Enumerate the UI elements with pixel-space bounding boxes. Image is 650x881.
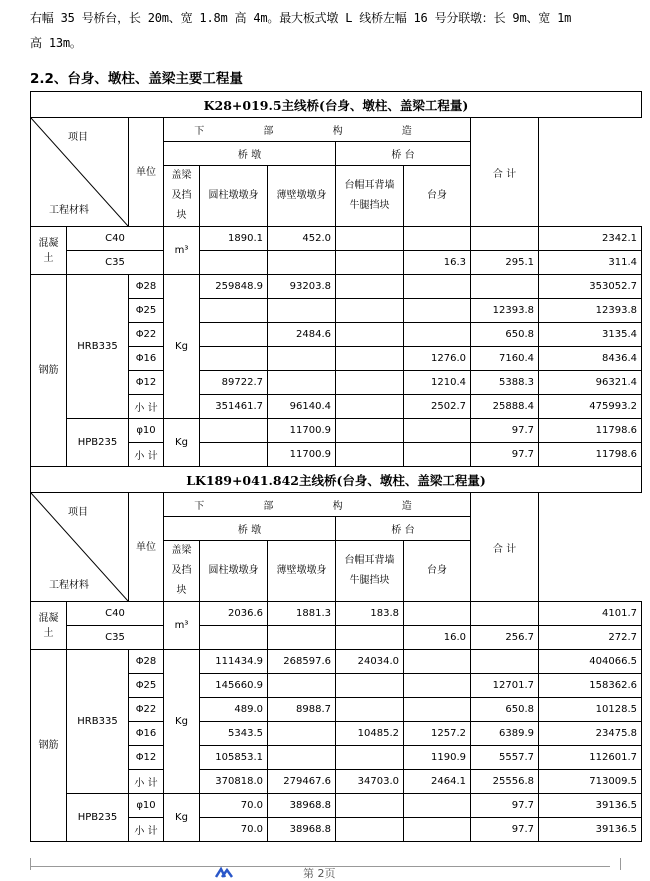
header-col-c5: 台身 — [404, 166, 471, 227]
table-cell: 452.0 — [268, 227, 336, 251]
table-cell: 1276.0 — [404, 347, 471, 371]
table-cell — [336, 443, 404, 467]
rebar-label: Φ16 — [129, 347, 164, 371]
table-cell: 10128.5 — [539, 698, 642, 722]
table-cell: 12393.8 — [539, 299, 642, 323]
table-cell: 105853.1 — [200, 746, 268, 770]
table-cell — [268, 722, 336, 746]
header-item-label: 项目 — [68, 507, 88, 518]
header-col-c1: 盖梁及挡块 — [164, 541, 200, 602]
table-cell — [404, 275, 471, 299]
table-cell — [200, 323, 268, 347]
quantities-table — [30, 91, 642, 842]
table-cell: 39136.5 — [539, 818, 642, 842]
header-pier: 桥 墩 — [164, 517, 336, 541]
table-cell: 183.8 — [336, 602, 404, 626]
group-hpb235: HPB235 — [67, 419, 129, 467]
table-cell: 475993.2 — [539, 395, 642, 419]
table-title: K28+019.5主线桥(台身、墩柱、盖梁工程量) — [31, 92, 642, 118]
logo-icon — [212, 866, 240, 878]
table-cell — [336, 347, 404, 371]
table-cell — [336, 626, 404, 650]
table-cell — [404, 443, 471, 467]
header-col-c3: 薄壁墩墩身 — [268, 541, 336, 602]
table-cell: 12701.7 — [471, 674, 539, 698]
header-pier: 桥 墩 — [164, 142, 336, 166]
table-cell — [336, 794, 404, 818]
header-unit: 单位 — [129, 493, 164, 602]
table-cell: 10485.2 — [336, 722, 404, 746]
header-item-label: 项目 — [68, 132, 88, 143]
table-cell — [471, 602, 539, 626]
header-abutment: 桥 台 — [336, 142, 471, 166]
rebar-label: Φ12 — [129, 746, 164, 770]
table-cell: 70.0 — [200, 794, 268, 818]
header-col-c1: 盖梁及挡块 — [164, 166, 200, 227]
rebar-label: Φ22 — [129, 698, 164, 722]
table-cell — [200, 251, 268, 275]
table-cell: 11798.6 — [539, 443, 642, 467]
table-cell: 351461.7 — [200, 395, 268, 419]
header-col-c2: 圆柱墩墩身 — [200, 541, 268, 602]
table-cell: 97.7 — [471, 794, 539, 818]
group-steel: 钢筋 — [31, 275, 67, 467]
table-cell — [200, 347, 268, 371]
table-cell: 11700.9 — [268, 419, 336, 443]
rebar-label: φ10 — [129, 419, 164, 443]
group-concrete: 混凝土 — [31, 602, 67, 650]
table-cell: 272.7 — [539, 626, 642, 650]
header-material-label: 工程材料 — [49, 580, 89, 591]
table-cell — [336, 323, 404, 347]
table-cell — [404, 794, 471, 818]
table-cell: 12393.8 — [471, 299, 539, 323]
table-cell: 1257.2 — [404, 722, 471, 746]
header-total: 合 计 — [471, 118, 539, 227]
table-cell — [200, 443, 268, 467]
table-cell: 713009.5 — [539, 770, 642, 794]
unit-kg: Kg — [164, 419, 200, 467]
table-cell — [336, 251, 404, 275]
table-cell — [404, 299, 471, 323]
table-cell — [200, 626, 268, 650]
header-col-c5: 台身 — [404, 541, 471, 602]
rebar-label: Φ28 — [129, 275, 164, 299]
page-number: 第 2页 — [303, 867, 336, 880]
table-cell — [404, 674, 471, 698]
table-cell — [200, 419, 268, 443]
table-cell: 489.0 — [200, 698, 268, 722]
header-col-c2: 圆柱墩墩身 — [200, 166, 268, 227]
table-cell: 1881.3 — [268, 602, 336, 626]
table-cell: 311.4 — [539, 251, 642, 275]
table-cell: 11700.9 — [268, 443, 336, 467]
table-cell: 96140.4 — [268, 395, 336, 419]
header-substructure: 下 部 构 造 — [164, 118, 471, 142]
table-title: LK189+041.842主线桥(台身、墩柱、盖梁工程量) — [31, 467, 642, 493]
table-cell — [268, 371, 336, 395]
table-cell — [268, 674, 336, 698]
table-cell: 112601.7 — [539, 746, 642, 770]
table-cell — [336, 371, 404, 395]
table-cell — [336, 275, 404, 299]
table-cell: 5388.3 — [471, 371, 539, 395]
unit-kg: Kg — [164, 650, 200, 794]
table-cell — [268, 347, 336, 371]
header-unit: 单位 — [129, 118, 164, 227]
table-cell: 97.7 — [471, 443, 539, 467]
rebar-label: Φ28 — [129, 650, 164, 674]
table-cell: 25888.4 — [471, 395, 539, 419]
concrete-grade: C40 — [67, 227, 164, 251]
table-cell — [268, 746, 336, 770]
table-cell — [336, 227, 404, 251]
rebar-label: 小 计 — [129, 818, 164, 842]
header-substructure: 下 部 构 造 — [164, 493, 471, 517]
unit-kg: Kg — [164, 794, 200, 842]
header-col-c4: 台帽耳背墙牛腿挡块 — [336, 166, 404, 227]
rebar-label: Φ25 — [129, 299, 164, 323]
table-cell — [404, 419, 471, 443]
table-cell: 404066.5 — [539, 650, 642, 674]
table-cell: 111434.9 — [200, 650, 268, 674]
table-cell: 34703.0 — [336, 770, 404, 794]
concrete-grade: C35 — [67, 626, 164, 650]
table-cell: 2342.1 — [539, 227, 642, 251]
footer-corner-left — [30, 858, 31, 870]
rebar-label: 小 计 — [129, 770, 164, 794]
table-cell: 38968.8 — [268, 818, 336, 842]
table-cell: 25556.8 — [471, 770, 539, 794]
table-cell — [336, 395, 404, 419]
footer-corner-right — [620, 858, 621, 870]
table-cell — [336, 818, 404, 842]
table-cell — [268, 251, 336, 275]
section-heading: 2.2、台身、墩柱、盖梁主要工程量 — [30, 71, 243, 87]
group-hrb335: HRB335 — [67, 650, 129, 794]
table-cell: 2484.6 — [268, 323, 336, 347]
header-material-label: 工程材料 — [49, 205, 89, 216]
concrete-grade: C40 — [67, 602, 164, 626]
table-cell — [404, 227, 471, 251]
table-cell — [268, 626, 336, 650]
table-cell — [200, 299, 268, 323]
header-abutment: 桥 台 — [336, 517, 471, 541]
group-steel: 钢筋 — [31, 650, 67, 842]
intro-line-1: 右幅 35 号桥台，长 20m、宽 1.8m 高 4m。最大板式墩 L 线桥左幅 16 号分联墩：长 9m、宽 1m — [30, 11, 572, 25]
header-diagonal-cell — [31, 493, 129, 602]
unit-kg: Kg — [164, 275, 200, 419]
rebar-label: Φ16 — [129, 722, 164, 746]
table-cell: 97.7 — [471, 818, 539, 842]
table-cell — [471, 650, 539, 674]
table-cell — [336, 746, 404, 770]
table-cell — [471, 227, 539, 251]
rebar-label: 小 计 — [129, 395, 164, 419]
table-cell: 16.3 — [404, 251, 471, 275]
table-cell — [336, 419, 404, 443]
table-cell: 370818.0 — [200, 770, 268, 794]
table-cell: 268597.6 — [268, 650, 336, 674]
table-cell: 3135.4 — [539, 323, 642, 347]
table-cell — [404, 818, 471, 842]
table-cell: 38968.8 — [268, 794, 336, 818]
header-col-c4: 台帽耳背墙牛腿挡块 — [336, 541, 404, 602]
table-cell — [268, 299, 336, 323]
rebar-label: Φ25 — [129, 674, 164, 698]
table-cell: 650.8 — [471, 698, 539, 722]
table-cell: 89722.7 — [200, 371, 268, 395]
table-cell: 145660.9 — [200, 674, 268, 698]
table-cell: 1190.9 — [404, 746, 471, 770]
table-cell: 2464.1 — [404, 770, 471, 794]
header-total: 合 计 — [471, 493, 539, 602]
table-cell: 1210.4 — [404, 371, 471, 395]
group-hpb235: HPB235 — [67, 794, 129, 842]
table-cell — [336, 698, 404, 722]
table-cell: 6389.9 — [471, 722, 539, 746]
concrete-grade: C35 — [67, 251, 164, 275]
rebar-label: Φ12 — [129, 371, 164, 395]
table-cell: 5557.7 — [471, 746, 539, 770]
table-cell: 2036.6 — [200, 602, 268, 626]
intro-line-2: 高 13m。 — [30, 36, 82, 50]
rebar-label: φ10 — [129, 794, 164, 818]
table-cell: 24034.0 — [336, 650, 404, 674]
table-cell — [336, 299, 404, 323]
group-hrb335: HRB335 — [67, 275, 129, 419]
table-cell: 70.0 — [200, 818, 268, 842]
table-cell: 259848.9 — [200, 275, 268, 299]
table-cell: 353052.7 — [539, 275, 642, 299]
table-cell: 8436.4 — [539, 347, 642, 371]
table-cell — [404, 650, 471, 674]
table-cell: 16.0 — [404, 626, 471, 650]
table-cell — [404, 698, 471, 722]
table-cell: 158362.6 — [539, 674, 642, 698]
table-cell: 4101.7 — [539, 602, 642, 626]
unit-m3: m³ — [164, 227, 200, 275]
table-cell: 7160.4 — [471, 347, 539, 371]
unit-m3: m³ — [164, 602, 200, 650]
table-cell: 650.8 — [471, 323, 539, 347]
intro-paragraph — [30, 6, 642, 56]
table-cell: 295.1 — [471, 251, 539, 275]
table-cell: 8988.7 — [268, 698, 336, 722]
table-cell — [471, 275, 539, 299]
rebar-label: 小 计 — [129, 443, 164, 467]
table-cell: 5343.5 — [200, 722, 268, 746]
table-cell — [404, 602, 471, 626]
group-concrete: 混凝土 — [31, 227, 67, 275]
rebar-label: Φ22 — [129, 323, 164, 347]
table-cell: 93203.8 — [268, 275, 336, 299]
table-cell — [336, 674, 404, 698]
table-cell: 2502.7 — [404, 395, 471, 419]
table-cell: 39136.5 — [539, 794, 642, 818]
table-cell: 279467.6 — [268, 770, 336, 794]
table-cell: 256.7 — [471, 626, 539, 650]
table-cell: 96321.4 — [539, 371, 642, 395]
header-col-c3: 薄壁墩墩身 — [268, 166, 336, 227]
table-cell: 97.7 — [471, 419, 539, 443]
table-cell: 1890.1 — [200, 227, 268, 251]
header-diagonal-cell — [31, 118, 129, 227]
table-cell: 23475.8 — [539, 722, 642, 746]
table-cell: 11798.6 — [539, 419, 642, 443]
table-cell — [404, 323, 471, 347]
